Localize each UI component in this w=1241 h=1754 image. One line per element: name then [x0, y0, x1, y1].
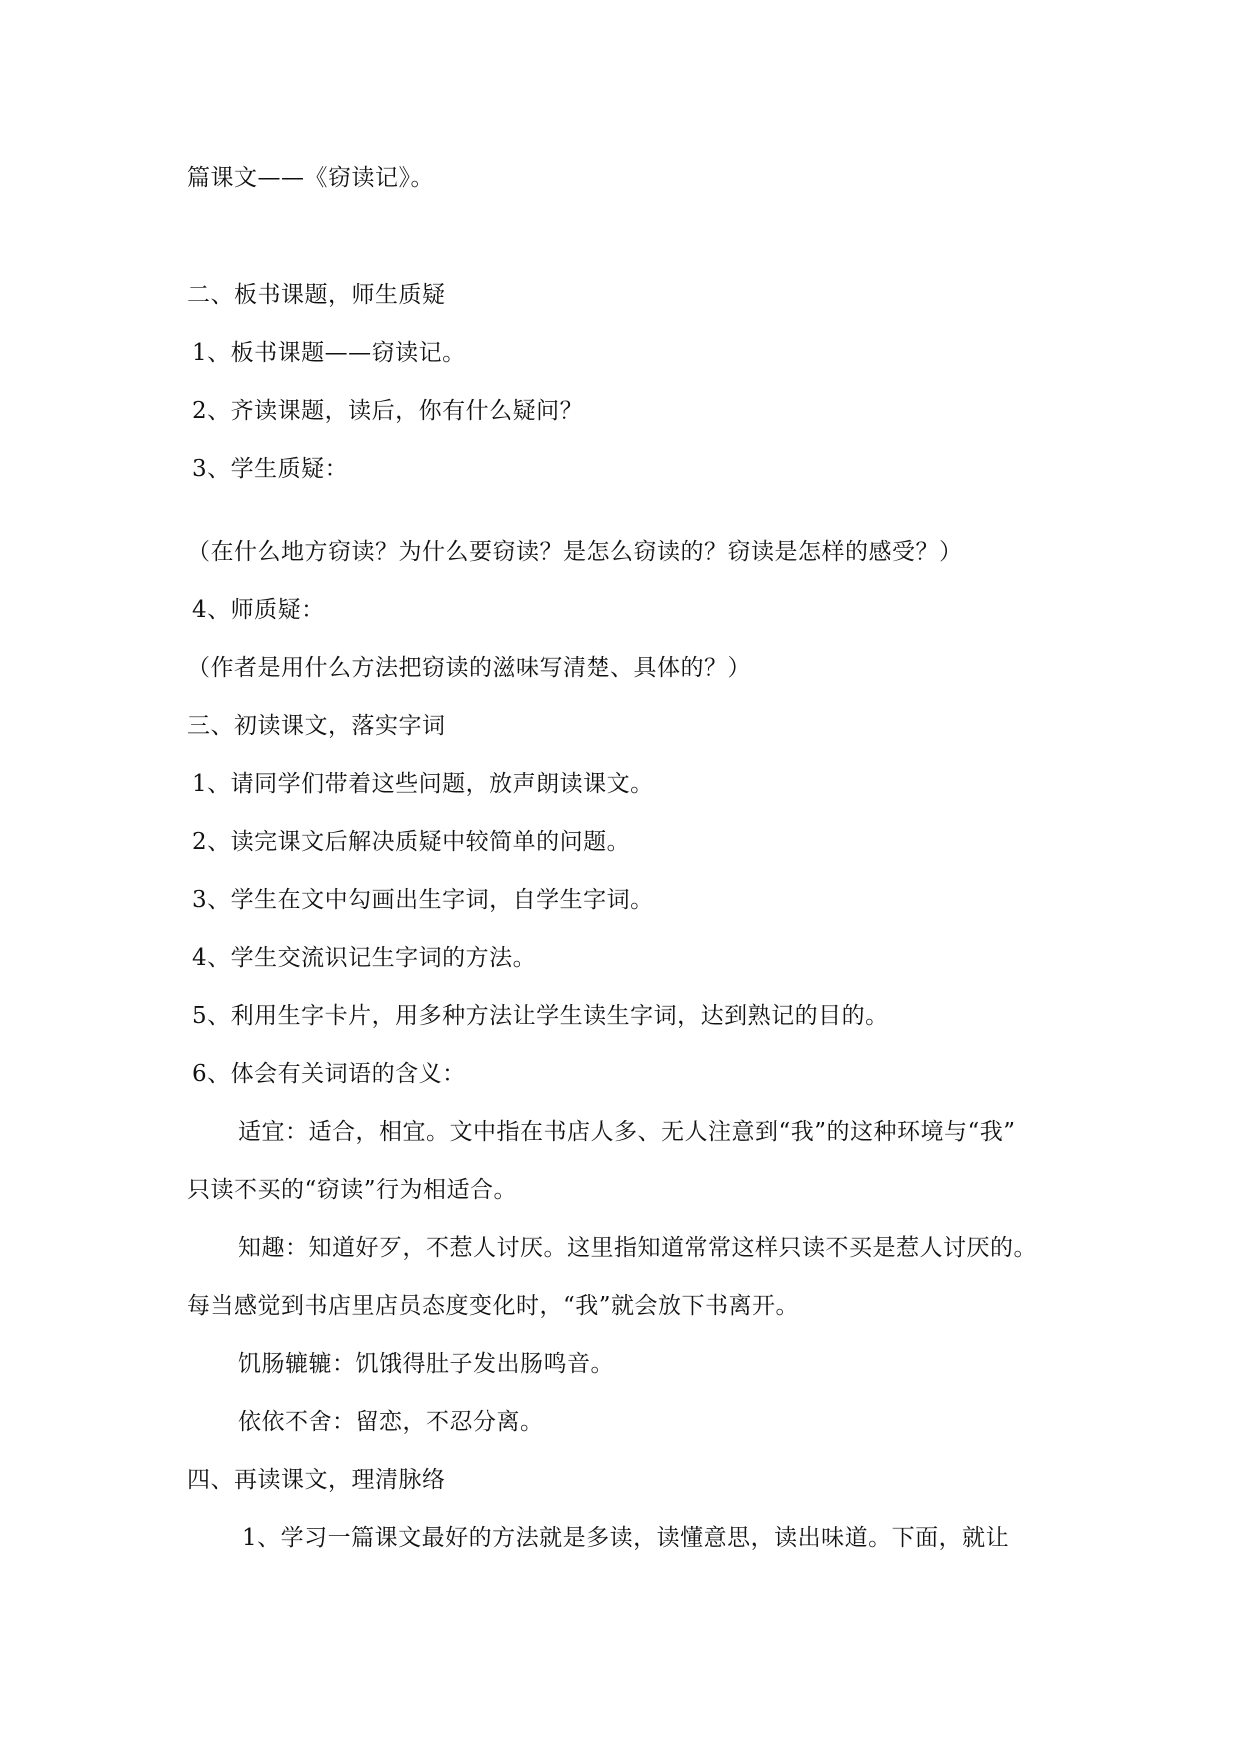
- section-heading-3: 三、初读课文，落实字词: [187, 713, 446, 739]
- text-line-note: （作者是用什么方法把窃读的滋味写清楚、具体的？）: [187, 655, 751, 681]
- list-item: 2、读完课文后解决质疑中较简单的问题。: [192, 829, 631, 855]
- word-definition: 饥肠辘辘：饥饿得肚子发出肠鸣音。: [238, 1351, 614, 1377]
- word-definition: 知趣：知道好歹，不惹人讨厌。这里指知道常常这样只读不买是惹人讨厌的。: [238, 1235, 1037, 1261]
- list-item: 4、学生交流识记生字词的方法。: [192, 945, 537, 971]
- list-item: 5、利用生字卡片，用多种方法让学生读生字词，达到熟记的目的。: [192, 1003, 889, 1029]
- word-definition-continued: 只读不买的“窃读”行为相适合。: [187, 1177, 518, 1203]
- list-item: 1、请同学们带着这些问题，放声朗读课文。: [192, 771, 654, 797]
- list-item: 2、齐读课题，读后，你有什么疑问？: [192, 398, 584, 424]
- list-item: 4、师质疑：: [192, 597, 325, 623]
- section-heading-4: 四、再读课文，理清脉络: [187, 1467, 446, 1493]
- section-heading-2: 二、板书课题，师生质疑: [187, 282, 446, 308]
- list-item: 3、学生质疑：: [192, 456, 349, 482]
- list-item: 6、体会有关词语的含义：: [192, 1061, 466, 1087]
- list-item: 3、学生在文中勾画出生字词，自学生字词。: [192, 887, 654, 913]
- word-definition: 适宜：适合，相宜。文中指在书店人多、无人注意到“我”的这种环境与“我”: [238, 1119, 1016, 1145]
- word-definition: 依依不舍：留恋，不忍分离。: [238, 1409, 544, 1435]
- word-definition-continued: 每当感觉到书店里店员态度变化时，“我”就会放下书离开。: [187, 1293, 800, 1319]
- text-line-1: 篇课文——《窃读记》。: [187, 165, 434, 191]
- text-line-note: （在什么地方窃读？为什么要窃读？是怎么窃读的？窃读是怎样的感受？）: [187, 539, 963, 565]
- list-item: 1、板书课题——窃读记。: [192, 340, 466, 366]
- paragraph-start: 1、学习一篇课文最好的方法就是多读，读懂意思，读出味道。下面，就让: [242, 1525, 1010, 1551]
